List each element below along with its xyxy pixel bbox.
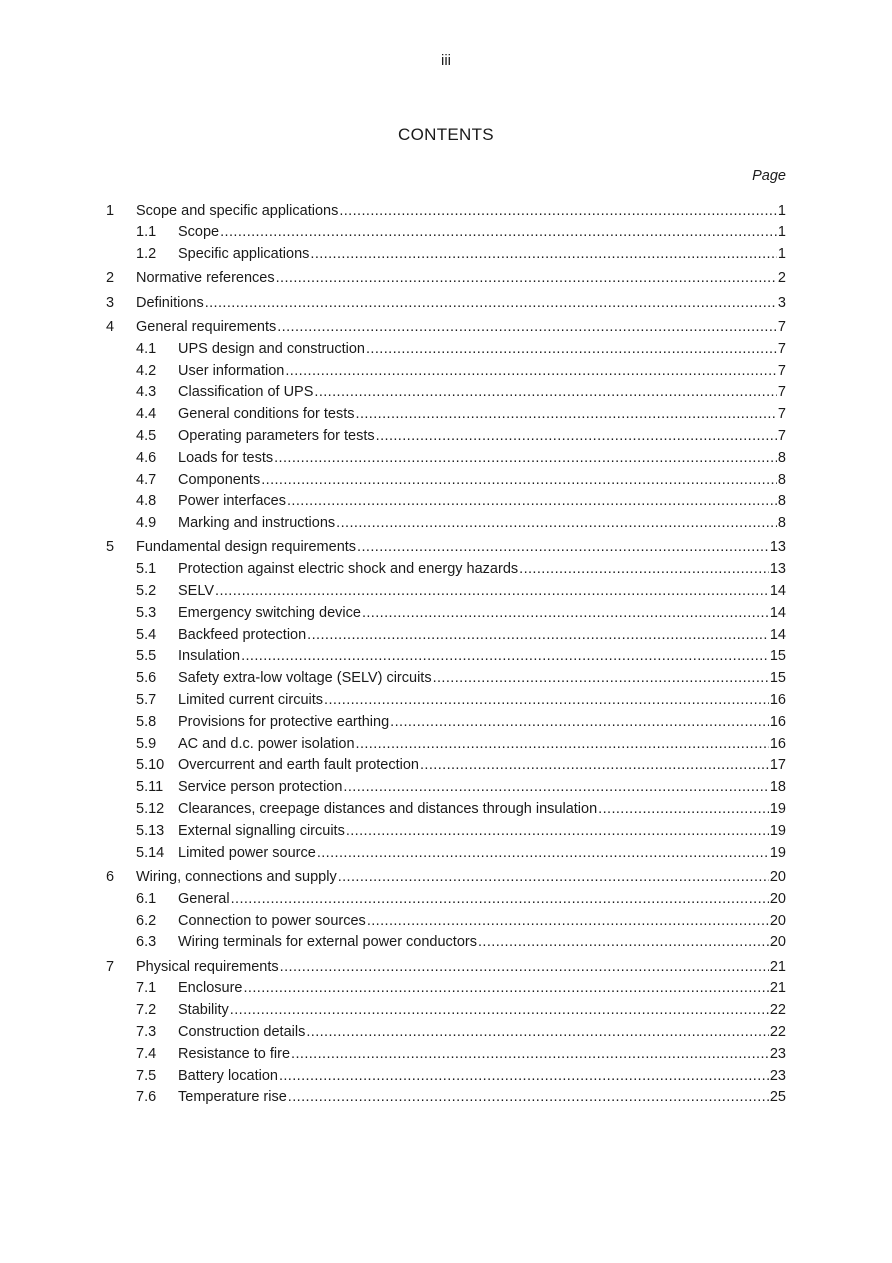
toc-entry-number: 5.4 xyxy=(136,626,157,643)
toc-entry-page: 20 xyxy=(769,890,786,907)
toc-entry-number: 3 xyxy=(106,294,115,311)
toc-subentry[interactable] xyxy=(106,361,786,383)
toc-entry-number: 4.2 xyxy=(136,362,157,379)
toc-entry-title: Resistance to fire xyxy=(178,1045,291,1062)
toc-entry-page: 15 xyxy=(769,670,786,687)
toc-subentry[interactable] xyxy=(106,603,786,625)
toc-subentry[interactable] xyxy=(106,581,786,603)
toc-entry-page: 23 xyxy=(769,1045,786,1062)
toc-dot-leader xyxy=(314,382,777,404)
toc-dot-leader xyxy=(478,932,769,954)
toc-entry-page: 21 xyxy=(769,980,786,997)
toc-entry-number: 7.4 xyxy=(136,1045,157,1062)
toc-entry-title: Marking and instructions xyxy=(178,515,336,532)
toc-subentry[interactable] xyxy=(106,244,786,266)
toc-entry-number: 4.7 xyxy=(136,471,157,488)
toc-entry-title: Enclosure xyxy=(178,980,243,997)
toc-dot-leader xyxy=(291,1044,769,1066)
toc-entry-number: 7.6 xyxy=(136,1089,157,1106)
toc-entry-number: 6.3 xyxy=(136,934,157,951)
toc-subentry[interactable] xyxy=(106,1044,786,1066)
toc-entry-title: Scope and specific applications xyxy=(136,202,339,219)
toc-entry-page: 23 xyxy=(769,1067,786,1084)
toc-entry-page: 14 xyxy=(769,583,786,600)
toc-dot-leader xyxy=(306,1022,769,1044)
toc-subentry[interactable] xyxy=(106,646,786,668)
toc-dot-leader xyxy=(231,889,769,911)
toc-entry-number: 5 xyxy=(106,539,115,556)
toc-entry-title: Fundamental design requirements xyxy=(136,539,357,556)
toc-entry-page: 1 xyxy=(777,224,786,241)
page-column-label: Page xyxy=(752,168,786,184)
toc-dot-leader xyxy=(279,1066,769,1088)
toc-dot-leader xyxy=(343,777,768,799)
toc-entry[interactable] xyxy=(106,317,786,339)
toc-entry-page: 19 xyxy=(769,801,786,818)
toc-entry-title: Wiring terminals for external power conductors xyxy=(178,934,477,951)
toc-entry-page: 3 xyxy=(777,294,786,311)
toc-entry-page: 15 xyxy=(769,648,786,665)
toc-subentry[interactable] xyxy=(106,821,786,843)
toc-entry-title: Wiring, connections and supply xyxy=(136,868,337,885)
toc-entry-title: Clearances, creepage distances and distances through insulation xyxy=(178,801,598,818)
toc-entry-page: 21 xyxy=(769,958,786,975)
toc-subentry[interactable] xyxy=(106,513,786,535)
toc-subentry[interactable] xyxy=(106,1000,786,1022)
table-of-contents xyxy=(106,198,786,1109)
toc-entry-title: Temperature rise xyxy=(178,1089,287,1106)
toc-dot-leader xyxy=(356,734,769,756)
toc-entry-number: 2 xyxy=(106,270,115,287)
toc-subentry[interactable] xyxy=(106,1066,786,1088)
toc-subentry[interactable] xyxy=(106,382,786,404)
toc-entry-title: Overcurrent and earth fault protection xyxy=(178,757,419,774)
toc-entry-page: 7 xyxy=(777,427,786,444)
toc-dot-leader xyxy=(285,361,777,383)
toc-entry-number: 7.2 xyxy=(136,1002,157,1019)
toc-entry-title: General requirements xyxy=(136,318,277,335)
toc-subentry[interactable] xyxy=(106,755,786,777)
toc-entry-page: 20 xyxy=(769,934,786,951)
toc-dot-leader xyxy=(324,690,769,712)
toc-entry-page: 2 xyxy=(777,270,786,287)
toc-entry-title: Definitions xyxy=(136,294,204,311)
toc-entry-number: 1.1 xyxy=(136,224,157,241)
toc-entry-page: 14 xyxy=(769,604,786,621)
toc-subentry[interactable] xyxy=(106,799,786,821)
toc-entry-title: Provisions for protective earthing xyxy=(178,713,390,730)
toc-entry-number: 4.9 xyxy=(136,515,157,532)
toc-subentry[interactable] xyxy=(106,734,786,756)
toc-entry-title: User information xyxy=(178,362,285,379)
toc-dot-leader xyxy=(339,201,777,223)
toc-entry-page: 18 xyxy=(769,779,786,796)
toc-entry-number: 5.7 xyxy=(136,692,157,709)
toc-entry-page: 13 xyxy=(769,561,786,578)
toc-entry-page: 22 xyxy=(769,1002,786,1019)
toc-dot-leader xyxy=(338,867,769,889)
toc-subentry[interactable] xyxy=(106,222,786,244)
toc-subentry[interactable] xyxy=(106,978,786,1000)
toc-entry[interactable] xyxy=(106,201,786,223)
toc-dot-leader xyxy=(243,978,768,1000)
toc-entry-number: 6.2 xyxy=(136,912,157,929)
toc-dot-leader xyxy=(519,559,769,581)
toc-entry-title: Connection to power sources xyxy=(178,912,366,929)
toc-entry-number: 5.11 xyxy=(136,779,164,796)
toc-dot-leader xyxy=(288,1087,769,1109)
toc-entry-title: General xyxy=(178,890,230,907)
toc-entry-title: External signalling circuits xyxy=(178,822,345,839)
toc-entry-title: Physical requirements xyxy=(136,958,279,975)
toc-entry-title: Components xyxy=(178,471,261,488)
toc-dot-leader xyxy=(598,799,769,821)
toc-subentry[interactable] xyxy=(106,339,786,361)
toc-entry-title: Stability xyxy=(178,1002,229,1019)
toc-dot-leader xyxy=(433,668,769,690)
toc-entry-number: 4.5 xyxy=(136,427,157,444)
toc-dot-leader xyxy=(241,646,769,668)
toc-entry-title: Operating parameters for tests xyxy=(178,427,375,444)
toc-entry-page: 7 xyxy=(777,318,786,335)
toc-dot-leader xyxy=(205,293,777,315)
toc-subentry[interactable] xyxy=(106,404,786,426)
toc-subentry[interactable] xyxy=(106,491,786,513)
toc-entry-number: 7.1 xyxy=(136,980,157,997)
page-number: iii xyxy=(441,52,451,69)
toc-dot-leader xyxy=(307,625,769,647)
toc-dot-leader xyxy=(362,603,769,625)
toc-subentry[interactable] xyxy=(106,559,786,581)
toc-subentry[interactable] xyxy=(106,690,786,712)
toc-entry-number: 4.8 xyxy=(136,493,157,510)
toc-entry-page: 8 xyxy=(777,493,786,510)
toc-entry-number: 5.14 xyxy=(136,844,165,861)
toc-entry-title: Battery location xyxy=(178,1067,278,1084)
toc-entry-page: 16 xyxy=(769,735,786,752)
toc-dot-leader xyxy=(420,755,769,777)
toc-entry[interactable] xyxy=(106,957,786,979)
toc-entry-title: Construction details xyxy=(178,1023,306,1040)
toc-entry-number: 5.9 xyxy=(136,735,157,752)
toc-entry-page: 20 xyxy=(769,912,786,929)
toc-dot-leader xyxy=(276,268,777,290)
toc-entry-title: Classification of UPS xyxy=(178,384,314,401)
toc-entry-page: 1 xyxy=(777,246,786,263)
toc-entry-number: 1.2 xyxy=(136,246,157,263)
toc-entry-title: Power interfaces xyxy=(178,493,286,510)
toc-dot-leader xyxy=(390,712,769,734)
toc-entry[interactable] xyxy=(106,268,786,290)
toc-entry-page: 8 xyxy=(777,515,786,532)
toc-entry-page: 19 xyxy=(769,822,786,839)
toc-entry-title: Emergency switching device xyxy=(178,604,361,621)
toc-entry-number: 6.1 xyxy=(136,890,157,907)
toc-entry-title: UPS design and construction xyxy=(178,340,365,357)
toc-entry-page: 16 xyxy=(769,692,786,709)
toc-entry-number: 6 xyxy=(106,868,115,885)
toc-dot-leader xyxy=(215,581,769,603)
toc-entry-number: 7 xyxy=(106,958,115,975)
toc-entry-number: 5.8 xyxy=(136,713,157,730)
toc-dot-leader xyxy=(317,843,769,865)
toc-entry-page: 8 xyxy=(777,449,786,466)
toc-subentry[interactable] xyxy=(106,448,786,470)
toc-entry-page: 7 xyxy=(777,362,786,379)
toc-entry-title: Safety extra-low voltage (SELV) circuits xyxy=(178,670,432,687)
toc-dot-leader xyxy=(357,537,769,559)
toc-entry-title: Normative references xyxy=(136,270,275,287)
toc-entry-number: 5.6 xyxy=(136,670,157,687)
toc-entry-page: 7 xyxy=(777,384,786,401)
toc-entry-number: 7.3 xyxy=(136,1023,157,1040)
toc-entry-title: Backfeed protection xyxy=(178,626,307,643)
toc-dot-leader xyxy=(367,911,769,933)
toc-entry-page: 22 xyxy=(769,1023,786,1040)
toc-entry-number: 4.4 xyxy=(136,406,157,423)
toc-entry-title: General conditions for tests xyxy=(178,406,355,423)
toc-entry-number: 5.12 xyxy=(136,801,165,818)
toc-entry-page: 14 xyxy=(769,626,786,643)
toc-entry-number: 4 xyxy=(106,318,115,335)
toc-entry-number: 5.13 xyxy=(136,822,165,839)
toc-dot-leader xyxy=(376,426,777,448)
toc-subentry[interactable] xyxy=(106,932,786,954)
toc-entry-number: 1 xyxy=(106,202,115,219)
toc-entry-page: 13 xyxy=(769,539,786,556)
toc-entry-page: 8 xyxy=(777,471,786,488)
toc-entry-page: 17 xyxy=(769,757,786,774)
toc-entry-title: Limited current circuits xyxy=(178,692,324,709)
toc-subentry[interactable] xyxy=(106,712,786,734)
toc-entry-page: 7 xyxy=(777,406,786,423)
toc-subentry[interactable] xyxy=(106,843,786,865)
toc-entry-number: 5.3 xyxy=(136,604,157,621)
toc-dot-leader xyxy=(346,821,769,843)
toc-dot-leader xyxy=(280,957,769,979)
toc-entry-page: 7 xyxy=(777,340,786,357)
toc-entry-number: 4.3 xyxy=(136,384,157,401)
toc-entry-number: 4.6 xyxy=(136,449,157,466)
toc-entry-title: Service person protection xyxy=(178,779,343,796)
toc-subentry[interactable] xyxy=(106,911,786,933)
toc-subentry[interactable] xyxy=(106,889,786,911)
toc-entry[interactable] xyxy=(106,293,786,315)
toc-subentry[interactable] xyxy=(106,668,786,690)
toc-entry-title: Scope xyxy=(178,224,220,241)
toc-subentry[interactable] xyxy=(106,1087,786,1109)
toc-entry-number: 5.5 xyxy=(136,648,157,665)
toc-entry-page: 25 xyxy=(769,1089,786,1106)
toc-entry-title: Loads for tests xyxy=(178,449,274,466)
toc-entry-number: 7.5 xyxy=(136,1067,157,1084)
toc-entry-page: 1 xyxy=(777,202,786,219)
toc-entry-number: 5.2 xyxy=(136,583,157,600)
toc-dot-leader xyxy=(274,448,777,470)
toc-entry-number: 5.1 xyxy=(136,561,157,578)
toc-subentry[interactable] xyxy=(106,625,786,647)
toc-subentry[interactable] xyxy=(106,1022,786,1044)
toc-dot-leader xyxy=(261,470,777,492)
toc-dot-leader xyxy=(230,1000,769,1022)
toc-entry-page: 16 xyxy=(769,713,786,730)
toc-entry-title: Protection against electric shock and energy hazards xyxy=(178,561,519,578)
toc-entry-number: 5.10 xyxy=(136,757,165,774)
toc-entry-title: AC and d.c. power isolation xyxy=(178,735,355,752)
toc-entry-title: SELV xyxy=(178,583,215,600)
toc-dot-leader xyxy=(356,404,777,426)
toc-dot-leader xyxy=(287,491,777,513)
toc-entry-title: Limited power source xyxy=(178,844,316,861)
toc-entry[interactable] xyxy=(106,537,786,559)
toc-subentry[interactable] xyxy=(106,470,786,492)
toc-entry-page: 20 xyxy=(769,868,786,885)
toc-entry[interactable] xyxy=(106,867,786,889)
toc-entry-number: 4.1 xyxy=(136,340,157,357)
toc-subentry[interactable] xyxy=(106,426,786,448)
toc-dot-leader xyxy=(277,317,777,339)
toc-dot-leader xyxy=(366,339,777,361)
toc-subentry[interactable] xyxy=(106,777,786,799)
toc-dot-leader xyxy=(220,222,777,244)
toc-entry-page: 19 xyxy=(769,844,786,861)
toc-entry-title: Insulation xyxy=(178,648,241,665)
toc-entry-title: Specific applications xyxy=(178,246,310,263)
toc-dot-leader xyxy=(310,244,777,266)
toc-dot-leader xyxy=(336,513,777,535)
page-title: CONTENTS xyxy=(398,125,494,144)
